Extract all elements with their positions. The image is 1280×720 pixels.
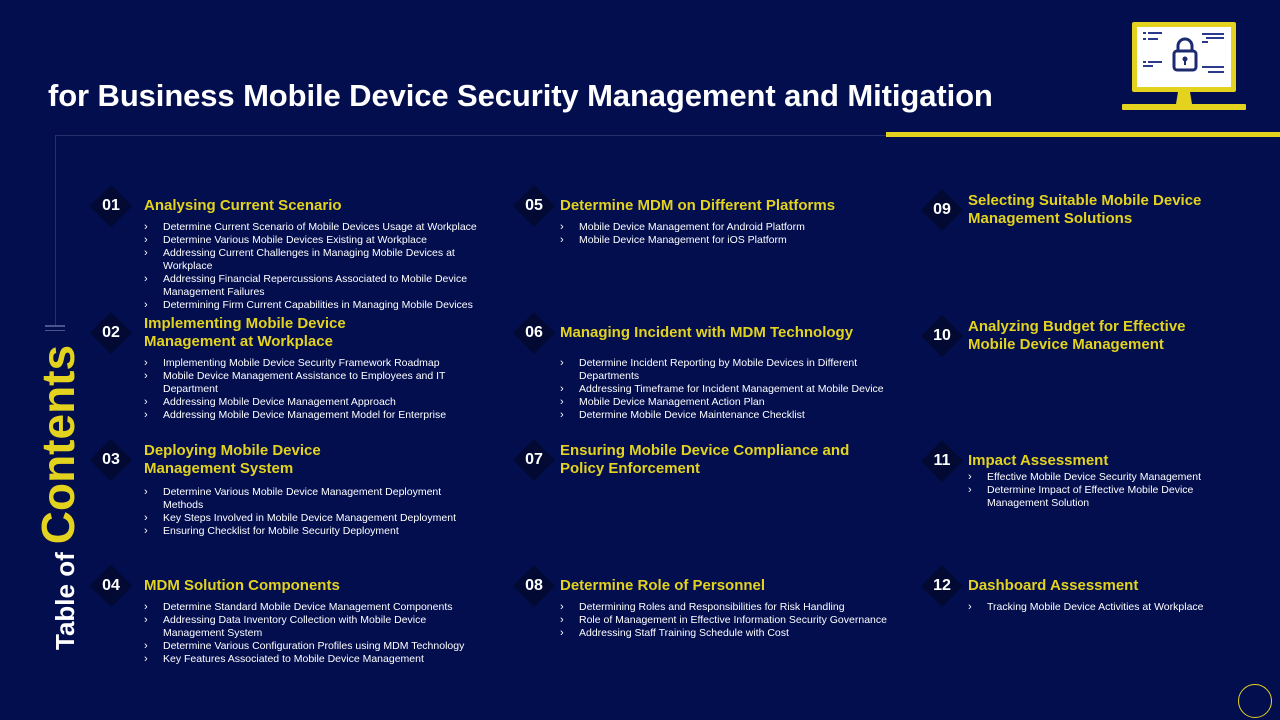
bullet-item: › Determine Mobile Device Maintenance Checklist xyxy=(560,409,900,422)
item-number: 02 xyxy=(102,324,120,341)
side-title xyxy=(32,310,84,650)
bullet-list xyxy=(560,601,905,640)
item-number: 05 xyxy=(525,197,543,214)
bullet-item: › Implementing Mobile Device Security Framework Roadmap xyxy=(144,357,474,370)
bullet-list xyxy=(144,486,474,538)
bullet-list xyxy=(144,601,474,666)
bullet-item: › Role of Management in Effective Information Security Governance xyxy=(560,614,905,627)
bullet-item: › Addressing Staff Training Schedule with Cost xyxy=(560,627,905,640)
bullet-item: › Addressing Financial Repercussions Associated to Mobile Device Management Failures xyxy=(144,273,483,299)
item-number: 08 xyxy=(525,577,543,594)
bullet-item: › Determine Impact of Effective Mobile Device Management Solution xyxy=(968,484,1227,510)
bullet-item: › Addressing Timeframe for Incident Management at Mobile Device xyxy=(560,383,900,396)
bullet-item: › Addressing Data Inventory Collection with Mobile Device Management System xyxy=(144,614,453,640)
item-heading: Deploying Mobile Device Management System xyxy=(144,442,321,477)
accent-bar xyxy=(886,132,1280,137)
number-badge xyxy=(89,311,133,355)
top-divider xyxy=(55,135,886,136)
bullet-item: › Determine Standard Mobile Device Management Components xyxy=(144,601,474,614)
item-number: 09 xyxy=(933,201,951,218)
side-title-line2: Contents xyxy=(32,344,84,545)
bullet-item: › Determine Various Mobile Device Management Deployment Methods xyxy=(144,486,463,512)
item-heading: Managing Incident with MDM Technology xyxy=(560,324,854,341)
number-badge xyxy=(512,438,556,482)
number-badge xyxy=(89,184,133,228)
bullet-item: › Determine Incident Reporting by Mobile Devices in Different Departments xyxy=(560,357,879,383)
item-number: 01 xyxy=(102,197,120,214)
bullet-item: › Effective Mobile Device Security Management xyxy=(968,471,1228,484)
item-heading: Determine MDM on Different Platforms xyxy=(560,197,836,214)
bullet-list xyxy=(968,601,1238,614)
item-number: 04 xyxy=(102,577,120,594)
number-badge xyxy=(89,564,133,608)
bullet-item: › Key Features Associated to Mobile Device Management xyxy=(144,653,474,666)
number-badge xyxy=(920,314,964,358)
bullet-item: › Mobile Device Management for iOS Platform xyxy=(560,234,900,247)
item-number: 10 xyxy=(933,327,951,344)
bullet-item: › Determine Current Scenario of Mobile Devices Usage at Workplace xyxy=(144,221,494,234)
item-heading: Impact Assessment xyxy=(968,452,1109,469)
bullet-list xyxy=(144,221,494,312)
bullet-item: › Determine Various Mobile Devices Existing at Workplace xyxy=(144,234,494,247)
item-number: 06 xyxy=(525,324,543,341)
bullet-item: › Addressing Mobile Device Management Model for Enterprise xyxy=(144,409,474,422)
item-number: 12 xyxy=(933,577,951,594)
corner-circle xyxy=(1238,684,1272,718)
bullet-list xyxy=(560,221,900,247)
bullet-item: › Determining Firm Current Capabilities in Managing Mobile Devices xyxy=(144,299,494,312)
bullet-item: › Mobile Device Management Action Plan xyxy=(560,396,900,409)
item-heading: Analysing Current Scenario xyxy=(144,197,342,214)
item-number: 11 xyxy=(933,452,951,469)
side-title-line1: Table of xyxy=(50,552,80,650)
bullet-item: › Mobile Device Management Assistance to Employees and IT Department xyxy=(144,370,463,396)
item-number: 07 xyxy=(525,451,543,468)
laptop-lock-icon xyxy=(1122,20,1246,112)
number-badge xyxy=(512,564,556,608)
item-number: 03 xyxy=(102,451,120,468)
number-badge xyxy=(89,438,133,482)
number-badge xyxy=(512,311,556,355)
bullet-item: › Tracking Mobile Device Activities at Workplace xyxy=(968,601,1238,614)
item-heading: Ensuring Mobile Device Compliance and Policy Enforcement xyxy=(560,442,850,477)
bullet-item: › Determine Various Configuration Profiles using MDM Technology xyxy=(144,640,474,653)
bullet-list xyxy=(968,471,1228,510)
bullet-item: › Mobile Device Management for Android Platform xyxy=(560,221,900,234)
item-heading: Determine Role of Personnel xyxy=(560,577,766,594)
bullet-item: › Addressing Current Challenges in Managing Mobile Devices at Workplace xyxy=(144,247,455,273)
bullet-item: › Addressing Mobile Device Management Approach xyxy=(144,396,474,409)
page-title: for Business Mobile Device Security Management and Mitigation xyxy=(48,78,993,113)
item-heading: Implementing Mobile Device Management at Workplace xyxy=(144,315,346,350)
item-heading: Analyzing Budget for Effective Mobile Device Management xyxy=(968,318,1186,353)
bullet-item: › Ensuring Checklist for Mobile Security Deployment xyxy=(144,525,474,538)
item-heading: Dashboard Assessment xyxy=(968,577,1139,594)
number-badge xyxy=(512,184,556,228)
item-heading: Selecting Suitable Mobile Device Management Solutions xyxy=(968,192,1202,227)
bullet-item: › Key Steps Involved in Mobile Device Management Deployment xyxy=(144,512,474,525)
bullet-list xyxy=(144,357,474,422)
number-badge xyxy=(920,439,964,483)
bullet-item: › Determining Roles and Responsibilities for Risk Handling xyxy=(560,601,905,614)
left-divider xyxy=(55,135,56,325)
bullet-list xyxy=(560,357,900,422)
item-heading: MDM Solution Components xyxy=(144,577,340,594)
number-badge xyxy=(920,188,964,232)
number-badge xyxy=(920,564,964,608)
